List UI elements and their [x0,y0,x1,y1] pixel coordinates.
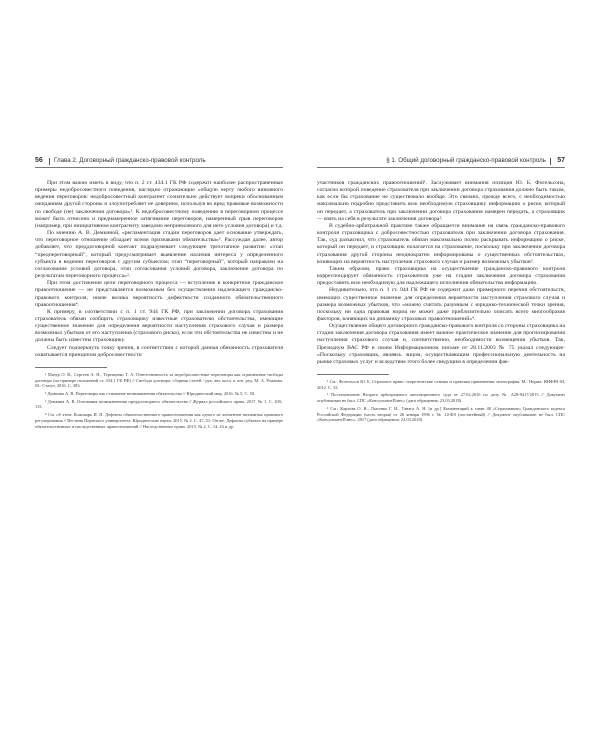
footnote: ¹ Мазур О. В., Сергеев А. Н., Терещенко Т. А. Ответственность за недобросовестные переговоры как ограничение свободы договора (на примере положений ст. 434.1 ГК РФ) // Свобода договора: сборник статей / рук. авт. колл. и отв. ред. М. А. Рожкова. М.: Статут, 2016. С. 383. [35,371,283,389]
page-body [317,180,565,366]
paragraph: участников гражданских правоотношений¹. Заслуживает внимания позиция Ю. Б. Фогельсона, согласно которой поведение страхователя при заключении договора страхования должно быть таким, как если бы страхование не существовало вообще. Это связано, прежде всего, с необходимостью максимально подробно представить всю необходимую страховщику информацию о риске, который он передает, а страхователь при заключении договора страхования намерен передать, а страховщик — взять на себя в результате заключения договора². [317,180,565,222]
paragraph: Неудивительно, что п. 1 ст. 944 ГК РФ не содержит даже примерного перечня обстоятельств, имеющих существенное значение для определения вероятности наступления страхового случая и размера возможных убытков, что «можно считать разумным с юридико-технической точки зрения, поскольку ни одна правовая норма не может даже приблизительно описать всего многообразия факторов, влияющих на динамику страховых правоотношений»⁴. [317,287,565,322]
page-body [35,180,283,359]
footnote: ² Постановление Второго арбитражного апелляционного суда от 27.04.2016 по делу № А28-9417/2015 // Документ опубликован не был. СПС «КонсультантПлюс» (дата обращения: 23.03.2018). [317,392,565,404]
page-number: 56 [35,157,43,164]
paragraph: При этом достижение цели переговорного процесса — вступление в конкретное гражданское правоотношение — не представляется возможным без осуществления надлежащего гражданско-правового контроля, иначе велика вероятность дефектности созданного обязательственного правоотношения⁴. [35,280,283,308]
footnotes [35,372,283,429]
footnote: ¹ См.: Фогельсон Ю. Б. Страховое право: теоретические основы и практика применения: монография. М.: Норма: ИНФРА-М, 2012. С. 33. [317,379,565,390]
footnote: ² Демкина А. В. Переговоры как основание возникновения обязательства // Юридический мир. 2016. № 5. С. 58. [45,391,256,397]
paragraph: По мнению А. В. Демкиной, «регламентация стадии переговоров дает основание утверждать, что переговорное отношение обладает всеми признаками обязательства»². Рассуждая далее, автор добавляет, что преддоговорной контакт подразумевает следующее трехэтапное развитие: «этап “предпереговорный”, который предусматривает выявление наличия интереса у определенного субъекта в ведении переговоров с другим субъектом; этап “переговорный”, который направлен на согласование условий договора, этап согласования условий договора, заключение договора по результатам переговорного процесса»³. [35,230,283,280]
left-page [35,156,283,431]
header-rule [317,167,565,168]
paragraph: Следует подчеркнуть точку зрения, в соответствии с которой данная обязанность страхователя охватывается принципом добросовестности [35,344,283,358]
running-header [35,156,283,166]
paragraph: Осуществление общего договорного гражданско-правового контроля со стороны страховщика на стадии заключения договора страхования имеет важное практическое значение для прогнозирования наступления страхового случая и, соответственно, необходимости возмещения убытков. Так, Президиум ВАС РФ в своем Информационном письме от 28.11.2003 № 75 указал следующее: «Поскольку страховщик, являясь лицом, осуществляющим профессиональную деятельность на рынке страховых услуг и вследствие этого более сведущим в определении фак- [317,323,565,365]
paragraph: Таким образом, право страховщика на осуществление гражданско-правового контроля корреспондирует обязанность страхователя уже на стадии заключения договора страхования предоставить всю необходимую для надлежащего исполнения обязательства информацию. [317,265,565,287]
footnote: ⁴ См. об этом: Кожокарь И. П. Дефекты обязательственного правоотношения как одного из элементов механизма правового регулирования // Вестник Пермского университета. Юридические науки. 2015. № 2. С. 47–51; Он же. Дефекты субъекта на примере обязательственных и наследственных правоотношений // Наследственное право. 2015. № 2. С. 14–16 и др. [35,412,283,429]
header-separator [550,158,551,165]
paragraph: При этом важно иметь в виду, что п. 2 ст. 434.1 ГК РФ содержит наиболее распространенные примеры недобросовестного поведения, наглядно отражающие «общую черту любого виновного ведения переговоров: недобросовестный контрагент сознательно действует вопреки обоснованным ожиданиям другой стороны и злоупотребляет ее доверием, используя во вред правовые возможности по свободе (не) заключения договора»¹. К недобросовестному поведению в переговорном процессе может быть отнесено и преднамеренное затягивание переговоров, намеренный срыв переговоров (например, при инициативном контрагенту заведомо неприемлемого для него условия договора) и т.д. [35,180,283,229]
running-head-title: § 1. Общий договорный гражданско-правовой контроль [386,157,546,164]
footnote-rule [317,374,389,375]
right-page [317,156,565,425]
footnotes [317,379,565,423]
footnote: ³ Демкина А. В. Основания возникновения преддоговорного обязательства // Журнал российского права. 2017. № 1. С. 109–115. [35,398,283,410]
running-head-title: Глава 2. Договорный гражданско-правовой контроль [54,157,206,164]
footnote-rule [35,367,107,368]
header-rule [35,167,283,168]
paragraph: В судебно-арбитражной практике также обращается внимание на связь гражданско-правового контроля страховщика с добросовестностью страхователя при заключении договора страхования. Так, суд разъяснил, что страхователь обязан максимально полно раскрывать информацию о риске, который он передает, и страховщик полагается на страхование, поскольку при заключении договора страхования другой стороны неоднократно информированы о существенных обстоятельствах, влияющих на вероятность наступления страхового случая и размер возможных убытков³. [317,222,565,265]
running-header [317,156,565,166]
page-number: 57 [557,157,565,164]
header-separator [49,158,50,165]
footnote: ³ См.: Кархова О. В., Лысенко Г. Н., Танага А. Н. [и др.] Комментарий к главе 48 «Страхование» Гражданского кодекса Российской Федерации (часть вторая) от 26 января 1996 г. № 14-ФЗ (постатейный) // Документ опубликован не был. СПС «КонсультантПлюс», 2017 (дата обращения: 23.03.2018). [317,405,565,423]
paragraph: К примеру, в соответствии с п. 1 ст. 944 ГК РФ, при заключении договора страхования страхователь обязан сообщить страховщику известные страхователю обстоятельства, имеющие существенное значение для определения вероятности наступления страхового случая и размера возможных убытков от его наступления (страхового риска), если эти обстоятельства не известны и не должны быть известны страховщику. [35,308,283,344]
